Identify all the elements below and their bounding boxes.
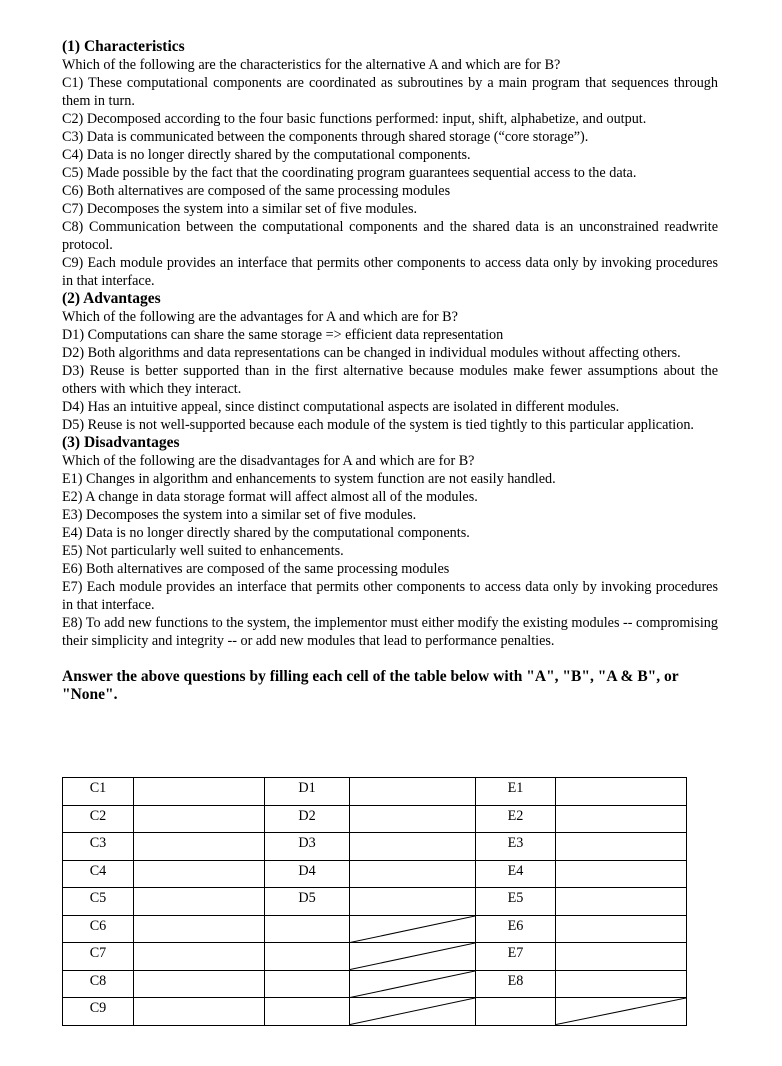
answer-cell[interactable] [134,778,265,806]
answer-cell[interactable] [556,970,687,998]
spacer [62,650,718,668]
blocked-cell [350,970,476,998]
strike-through-icon [350,998,475,1025]
item-d5: D5) Reuse is not well-supported because each module of the system is tied tightly to this particular application. [62,417,694,433]
strike-through-icon [350,916,475,943]
question-label-cell: C5 [63,888,134,916]
strike-through-icon [350,971,475,998]
item-e7: E7) Each module provides an interface that permits other components to access data only by invoking procedures in that interface. [62,579,718,613]
table-row [63,805,687,833]
question-label-cell: E5 [476,888,556,916]
diagonal-line [556,998,686,1025]
table-row [63,943,687,971]
answer-cell[interactable] [556,833,687,861]
answer-table [62,777,687,1026]
answer-cell[interactable] [134,860,265,888]
item-e5: E5) Not particularly well suited to enhancements. [62,543,344,559]
question-label-cell: C9 [63,998,134,1026]
item-c9: C9) Each module provides an interface that permits other components to access data only by invoking procedures in that interface. [62,255,718,289]
question-label-cell: D5 [265,888,350,916]
blocked-cell [350,943,476,971]
section-title: (2) Advantages [62,290,161,307]
answer-cell[interactable] [134,998,265,1026]
diagonal-line [350,916,475,943]
answer-cell[interactable] [134,970,265,998]
answer-cell[interactable] [556,860,687,888]
table-row [63,970,687,998]
question-label-cell: E8 [476,970,556,998]
item-d2: D2) Both algorithms and data representations can be changed in individual modules without affecting others. [62,345,681,361]
diagonal-line [350,943,475,970]
section-question: Which of the following are the characteristics for the alternative A and which are for B? [62,57,561,73]
empty-cell [265,943,350,971]
diagonal-line [350,971,475,998]
question-label-cell: D2 [265,805,350,833]
table-row [63,860,687,888]
question-label-cell: D3 [265,833,350,861]
question-label-cell: E4 [476,860,556,888]
question-label-cell: C6 [63,915,134,943]
item-c2: C2) Decomposed according to the four basic functions performed: input, shift, alphabetize, and output. [62,111,647,127]
answer-cell[interactable] [350,888,476,916]
section-question: Which of the following are the disadvantages for A and which are for B? [62,453,475,469]
answer-instruction: Answer the above questions by filling each cell of the table below with "A", "B", "A & B", or "None". [62,668,679,703]
item-e1: E1) Changes in algorithm and enhancements to system function are not easily handled. [62,471,556,487]
item-d4: D4) Has an intuitive appeal, since distinct computational aspects are isolated in different modules. [62,399,620,415]
item-c8: C8) Communication between the computational components and the shared data is an unconstrained readwrite protocol. [62,219,718,253]
item-e3: E3) Decomposes the system into a similar set of five modules. [62,507,417,523]
item-d1: D1) Computations can share the same storage => efficient data representation [62,327,504,343]
answer-cell[interactable] [350,778,476,806]
question-label-cell: D1 [265,778,350,806]
empty-cell [265,970,350,998]
item-c5: C5) Made possible by the fact that the coordinating program guarantees sequential access to the data. [62,165,637,181]
strike-through-icon [556,998,686,1025]
section-advantages [62,290,718,434]
table-row [63,888,687,916]
section-characteristics [62,38,718,290]
item-d3: D3) Reuse is better supported than in the first alternative because modules make fewer assumptions about the others with which they interact. [62,363,718,397]
answer-cell[interactable] [134,833,265,861]
answer-cell[interactable] [556,778,687,806]
table-row [63,833,687,861]
section-title: (3) Disadvantages [62,434,180,451]
item-e8: E8) To add new functions to the system, the implementor must either modify the existing modules -- compromising their simplicity and integrity -- or add new modules that lead to performance penalties. [62,615,718,649]
question-label-cell: C2 [63,805,134,833]
blocked-cell [350,998,476,1026]
question-label-cell: E3 [476,833,556,861]
question-label-cell: E2 [476,805,556,833]
question-label-cell: E7 [476,943,556,971]
question-label-cell: E6 [476,915,556,943]
table-row [63,915,687,943]
answer-cell[interactable] [350,860,476,888]
empty-cell [476,998,556,1026]
item-e2: E2) A change in data storage format will affect almost all of the modules. [62,489,478,505]
table-row [63,778,687,806]
question-sheet [62,38,718,704]
blocked-cell [556,998,687,1026]
item-e6: E6) Both alternatives are composed of the same processing modules [62,561,450,577]
empty-cell [265,998,350,1026]
answer-cell[interactable] [350,833,476,861]
question-label-cell: C4 [63,860,134,888]
section-title: (1) Characteristics [62,38,185,55]
question-label-cell: C8 [63,970,134,998]
answer-cell[interactable] [556,888,687,916]
empty-cell [265,915,350,943]
item-c6: C6) Both alternatives are composed of the same processing modules [62,183,451,199]
answer-cell[interactable] [556,915,687,943]
answer-cell[interactable] [350,805,476,833]
section-disadvantages [62,434,718,650]
blocked-cell [350,915,476,943]
diagonal-line [350,998,475,1025]
question-label-cell: D4 [265,860,350,888]
strike-through-icon [350,943,475,970]
answer-cell[interactable] [134,915,265,943]
answer-cell[interactable] [134,943,265,971]
answer-cell[interactable] [134,888,265,916]
answer-cell[interactable] [556,805,687,833]
answer-cell[interactable] [134,805,265,833]
item-c4: C4) Data is no longer directly shared by the computational components. [62,147,471,163]
answer-cell[interactable] [556,943,687,971]
item-c7: C7) Decomposes the system into a similar set of five modules. [62,201,418,217]
table-row [63,998,687,1026]
question-label-cell: E1 [476,778,556,806]
question-label-cell: C1 [63,778,134,806]
question-label-cell: C3 [63,833,134,861]
item-c1: C1) These computational components are coordinated as subroutines by a main program that sequences through them in turn. [62,75,718,109]
question-label-cell: C7 [63,943,134,971]
section-question: Which of the following are the advantages for A and which are for B? [62,309,458,325]
item-e4: E4) Data is no longer directly shared by the computational components. [62,525,470,541]
item-c3: C3) Data is communicated between the components through shared storage (“core storage”). [62,129,589,145]
